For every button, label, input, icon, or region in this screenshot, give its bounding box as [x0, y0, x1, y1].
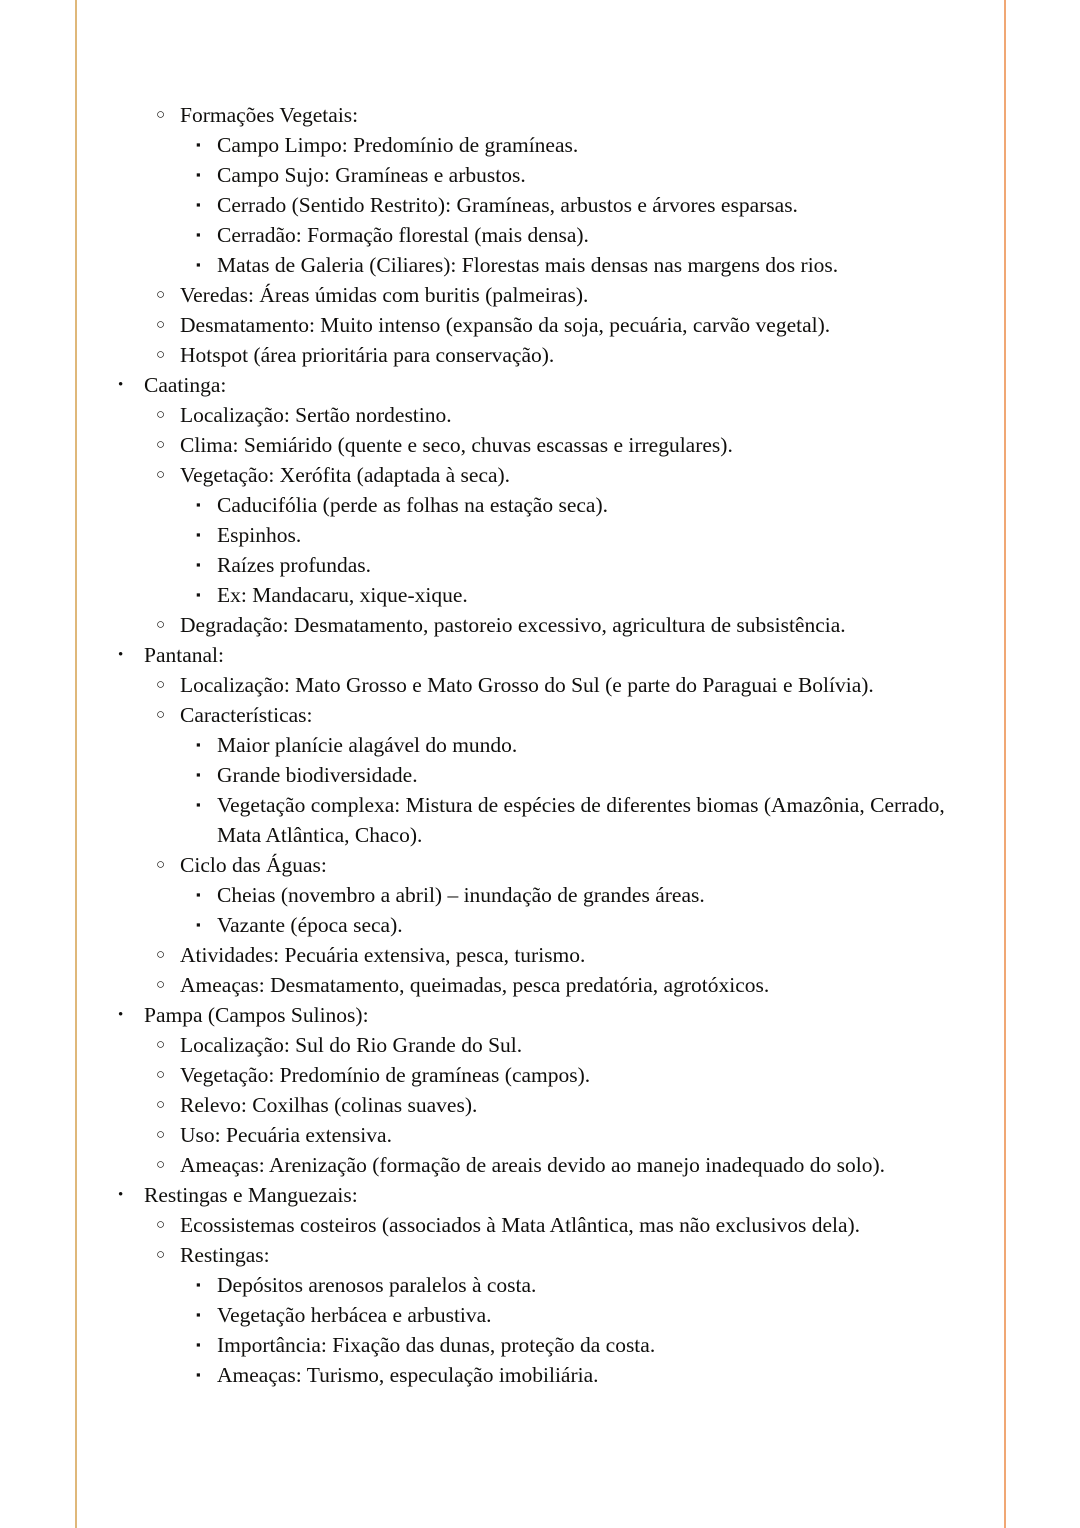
bullet-level-2-icon: ○ [156, 287, 166, 303]
outline-item-text: Raízes profundas. [217, 553, 372, 577]
bullet-level-3-icon: ▪ [196, 137, 201, 152]
bullet-level-2-icon: ○ [156, 347, 166, 363]
outline-item-text: Hotspot (área prioritária para conservação). [180, 343, 555, 367]
outline-item-text: Matas de Galeria (Ciliares): Florestas mais densas nas margens dos rios. [217, 253, 839, 277]
bullet-level-3-icon: ▪ [196, 887, 201, 902]
outline-item-text: Uso: Pecuária extensiva. [180, 1123, 392, 1147]
bullet-level-1-icon: • [118, 1007, 124, 1023]
outline-item-level-3 [0, 190, 1080, 220]
outline-item-level-3 [0, 520, 1080, 550]
outline-item-text: Caducifólia (perde as folhas na estação seca). [217, 493, 608, 517]
outline-item-text: Pampa (Campos Sulinos): [144, 1003, 369, 1027]
outline-item-text: Degradação: Desmatamento, pastoreio excessivo, agricultura de subsistência. [180, 613, 846, 637]
outline-item-text: Características: [180, 703, 313, 727]
bullet-level-3-icon: ▪ [196, 167, 201, 182]
bullet-level-2-icon: ○ [156, 467, 166, 483]
outline-item-level-2 [0, 1060, 1080, 1090]
outline-item-level-3 [0, 490, 1080, 520]
outline-item-level-2 [0, 400, 1080, 430]
outline-item-level-2 [0, 1240, 1080, 1270]
outline-item-text: Campo Limpo: Predomínio de gramíneas. [217, 133, 579, 157]
outline-item-level-2 [0, 1090, 1080, 1120]
outline-item-text: Ciclo das Águas: [180, 853, 327, 877]
outline-item-text: Desmatamento: Muito intenso (expansão da soja, pecuária, carvão vegetal). [180, 313, 831, 337]
outline-item-text: Clima: Semiárido (quente e seco, chuvas escassas e irregulares). [180, 433, 733, 457]
outline-item-level-2 [0, 670, 1080, 700]
outline-item-level-3 [0, 880, 1080, 910]
outline-list [0, 100, 1080, 1390]
outline-item-text: Depósitos arenosos paralelos à costa. [217, 1273, 537, 1297]
outline-item-text: Caatinga: [144, 373, 227, 397]
outline-item-level-3 [0, 790, 1080, 850]
bullet-level-2-icon: ○ [156, 407, 166, 423]
outline-item-level-3 [0, 130, 1080, 160]
outline-item-text: Vazante (época seca). [217, 913, 403, 937]
bullet-level-3-icon: ▪ [196, 737, 201, 752]
outline-item-level-2 [0, 280, 1080, 310]
outline-item-level-2 [0, 310, 1080, 340]
outline-item-level-2 [0, 610, 1080, 640]
outline-item-text: Grande biodiversidade. [217, 763, 418, 787]
outline-item-level-2 [0, 1030, 1080, 1060]
outline-item-level-3 [0, 550, 1080, 580]
bullet-level-3-icon: ▪ [196, 1307, 201, 1322]
outline-item-text: Cerrado (Sentido Restrito): Gramíneas, arbustos e árvores esparsas. [217, 193, 798, 217]
outline-item-text: Ameaças: Turismo, especulação imobiliária. [217, 1363, 599, 1387]
outline-item-level-3 [0, 760, 1080, 790]
bullet-level-3-icon: ▪ [196, 1337, 201, 1352]
bullet-level-1-icon: • [118, 377, 124, 393]
bullet-level-2-icon: ○ [156, 1037, 166, 1053]
outline-item-level-1 [0, 640, 1080, 670]
outline-item-text: Importância: Fixação das dunas, proteção da costa. [217, 1333, 656, 1357]
bullet-level-3-icon: ▪ [196, 197, 201, 212]
outline-item-text: Ex: Mandacaru, xique-xique. [217, 583, 468, 607]
bullet-level-2-icon: ○ [156, 1127, 166, 1143]
bullet-level-3-icon: ▪ [196, 227, 201, 242]
bullet-level-3-icon: ▪ [196, 767, 201, 782]
bullet-level-2-icon: ○ [156, 437, 166, 453]
outline-item-level-2 [0, 430, 1080, 460]
outline-item-level-2 [0, 1120, 1080, 1150]
outline-item-text: Vegetação herbácea e arbustiva. [217, 1303, 492, 1327]
outline-item-text: Pantanal: [144, 643, 225, 667]
outline-item-text: Atividades: Pecuária extensiva, pesca, turismo. [180, 943, 586, 967]
outline-item-level-2 [0, 340, 1080, 370]
outline-item-level-3 [0, 910, 1080, 940]
outline-item-level-2 [0, 1150, 1080, 1180]
bullet-level-2-icon: ○ [156, 1217, 166, 1233]
outline-item-level-1 [0, 1000, 1080, 1030]
bullet-level-3-icon: ▪ [196, 1277, 201, 1292]
outline-item-text: Vegetação: Predomínio de gramíneas (campos). [180, 1063, 591, 1087]
outline-item-text: Localização: Sul do Rio Grande do Sul. [180, 1033, 523, 1057]
outline-item-text: Restingas e Manguezais: [144, 1183, 358, 1207]
outline-item-level-3 [0, 1270, 1080, 1300]
outline-item-level-2 [0, 1210, 1080, 1240]
bullet-level-2-icon: ○ [156, 1097, 166, 1113]
outline-item-text: Ecossistemas costeiros (associados à Mata Atlântica, mas não exclusivos dela). [180, 1213, 861, 1237]
bullet-level-1-icon: • [118, 647, 124, 663]
outline-item-text: Restingas: [180, 1243, 270, 1267]
bullet-level-2-icon: ○ [156, 677, 166, 693]
outline-item-text: Relevo: Coxilhas (colinas suaves). [180, 1093, 478, 1117]
outline-item-level-3 [0, 730, 1080, 760]
outline-item-level-2 [0, 460, 1080, 490]
outline-item-level-3 [0, 250, 1080, 280]
bullet-level-2-icon: ○ [156, 1067, 166, 1083]
bullet-level-2-icon: ○ [156, 617, 166, 633]
outline-item-level-2 [0, 970, 1080, 1000]
bullet-level-3-icon: ▪ [196, 917, 201, 932]
bullet-level-2-icon: ○ [156, 1157, 166, 1173]
bullet-level-3-icon: ▪ [196, 527, 201, 542]
bullet-level-1-icon: • [118, 1187, 124, 1203]
outline-item-text: Cerradão: Formação florestal (mais densa). [217, 223, 589, 247]
outline-item-text: Ameaças: Arenização (formação de areais devido ao manejo inadequado do solo). [180, 1153, 886, 1177]
outline-item-level-3 [0, 160, 1080, 190]
bullet-level-3-icon: ▪ [196, 797, 201, 812]
outline-item-text: Vegetação complexa: Mistura de espécies de diferentes biomas (Amazônia, Cerrado, Mata Atlântica, Chaco). [217, 793, 951, 847]
bullet-level-2-icon: ○ [156, 707, 166, 723]
outline-item-text: Espinhos. [217, 523, 302, 547]
bullet-level-2-icon: ○ [156, 977, 166, 993]
outline-item-level-2 [0, 100, 1080, 130]
outline-item-level-2 [0, 850, 1080, 880]
outline-item-text: Localização: Mato Grosso e Mato Grosso do Sul (e parte do Paraguai e Bolívia). [180, 673, 874, 697]
outline-item-text: Ameaças: Desmatamento, queimadas, pesca predatória, agrotóxicos. [180, 973, 770, 997]
outline-item-level-3 [0, 1300, 1080, 1330]
bullet-level-2-icon: ○ [156, 1247, 166, 1263]
outline-item-level-3 [0, 220, 1080, 250]
bullet-level-3-icon: ▪ [196, 257, 201, 272]
outline-item-text: Vegetação: Xerófita (adaptada à seca). [180, 463, 511, 487]
outline-item-level-3 [0, 1330, 1080, 1360]
outline-item-text: Maior planície alagável do mundo. [217, 733, 518, 757]
outline-item-level-1 [0, 1180, 1080, 1210]
bullet-level-3-icon: ▪ [196, 497, 201, 512]
bullet-level-2-icon: ○ [156, 947, 166, 963]
outline-item-text: Cheias (novembro a abril) – inundação de grandes áreas. [217, 883, 705, 907]
outline-item-level-3 [0, 1360, 1080, 1390]
bullet-level-3-icon: ▪ [196, 1367, 201, 1382]
outline-item-level-2 [0, 700, 1080, 730]
outline-item-text: Formações Vegetais: [180, 103, 359, 127]
bullet-level-3-icon: ▪ [196, 557, 201, 572]
outline-item-level-3 [0, 580, 1080, 610]
bullet-level-2-icon: ○ [156, 317, 166, 333]
bullet-level-2-icon: ○ [156, 107, 166, 123]
bullet-level-2-icon: ○ [156, 857, 166, 873]
bullet-level-3-icon: ▪ [196, 587, 201, 602]
outline-item-text: Campo Sujo: Gramíneas e arbustos. [217, 163, 526, 187]
outline-item-text: Localização: Sertão nordestino. [180, 403, 452, 427]
outline-item-level-2 [0, 940, 1080, 970]
outline-item-level-1 [0, 370, 1080, 400]
outline-item-text: Veredas: Áreas úmidas com buritis (palmeiras). [180, 283, 589, 307]
